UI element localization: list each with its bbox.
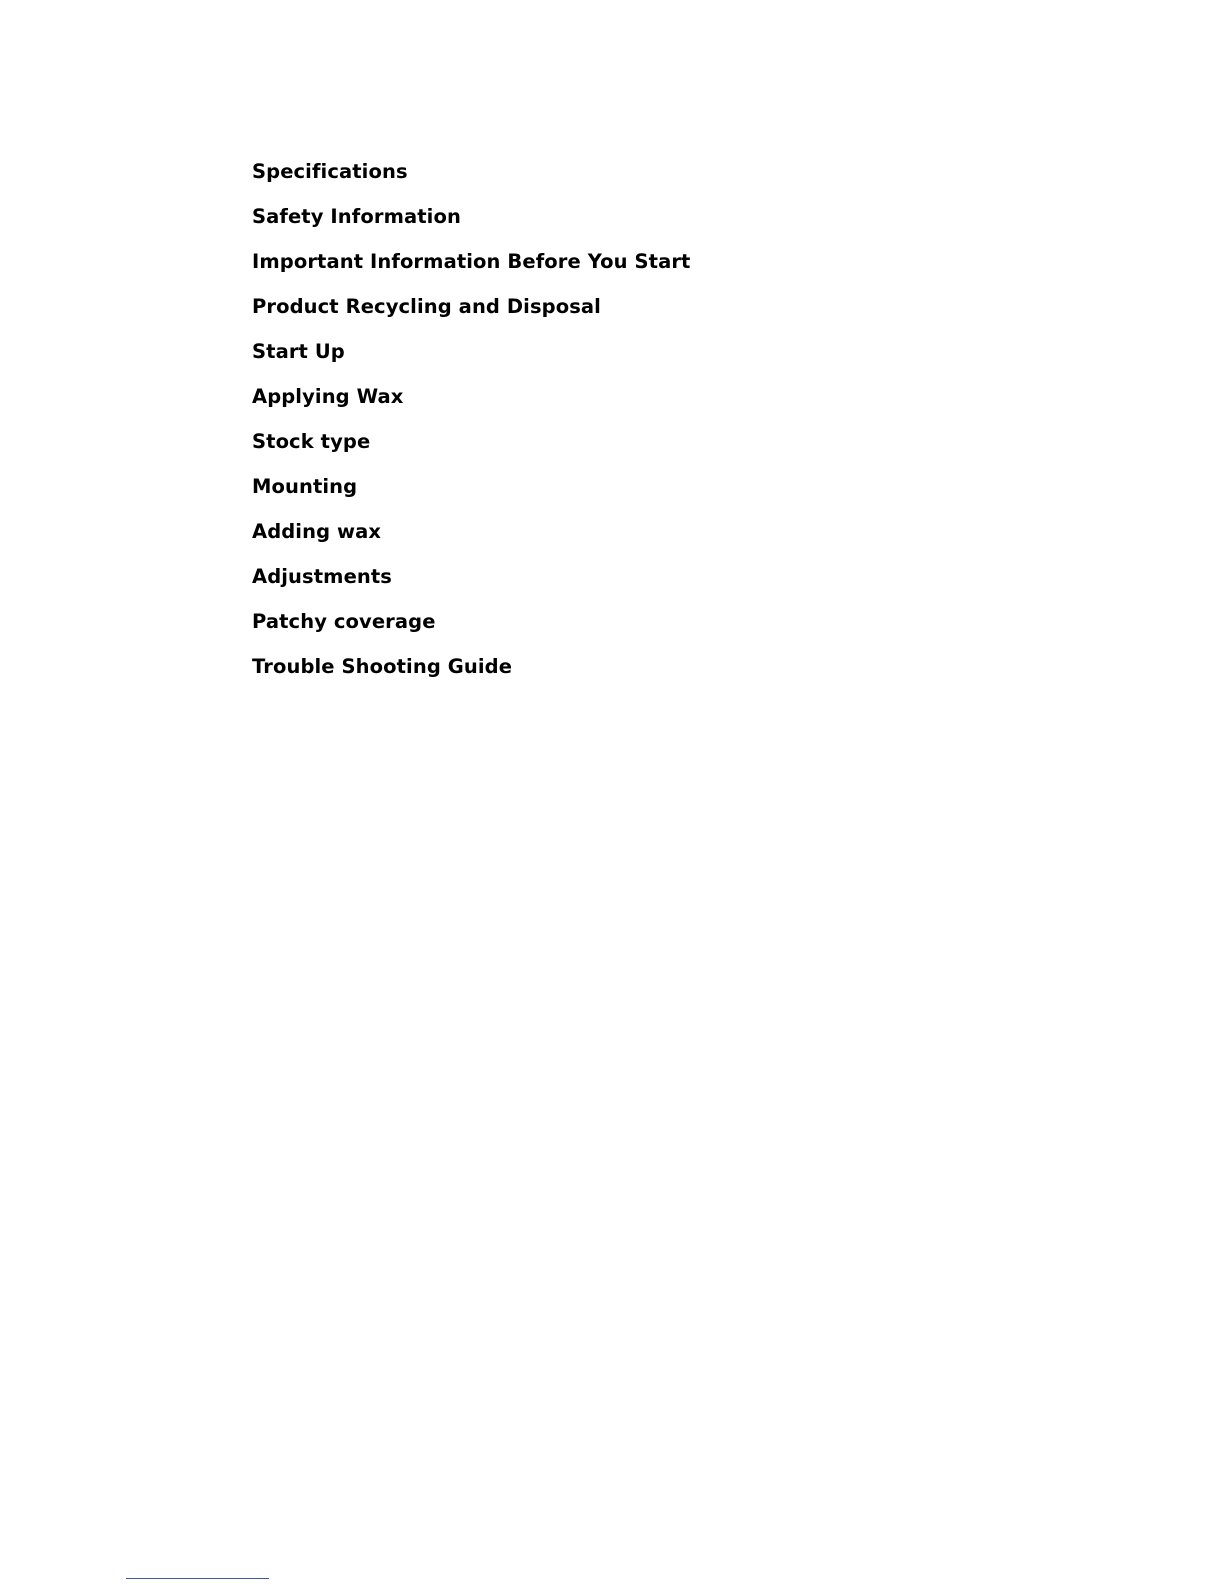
toc-item-trouble-shooting-guide[interactable]: Trouble Shooting Guide bbox=[252, 655, 513, 678]
footnote-divider bbox=[126, 1578, 269, 1579]
toc-item-adding-wax[interactable]: Adding wax bbox=[252, 520, 382, 543]
table-of-contents bbox=[252, 157, 690, 697]
toc-item-important-information[interactable]: Important Information Before You Start bbox=[252, 250, 691, 273]
toc-item-safety-information[interactable]: Safety Information bbox=[252, 205, 461, 228]
toc-item-specifications[interactable]: Specifications bbox=[252, 160, 408, 183]
toc-item-mounting[interactable]: Mounting bbox=[252, 475, 358, 498]
toc-item-patchy-coverage[interactable]: Patchy coverage bbox=[252, 610, 436, 633]
toc-item-stock-type[interactable]: Stock type bbox=[252, 430, 371, 453]
toc-item-product-recycling[interactable]: Product Recycling and Disposal bbox=[252, 295, 601, 318]
toc-item-start-up[interactable]: Start Up bbox=[252, 340, 345, 363]
toc-item-adjustments[interactable]: Adjustments bbox=[252, 565, 392, 588]
toc-item-applying-wax[interactable]: Applying Wax bbox=[252, 385, 404, 408]
